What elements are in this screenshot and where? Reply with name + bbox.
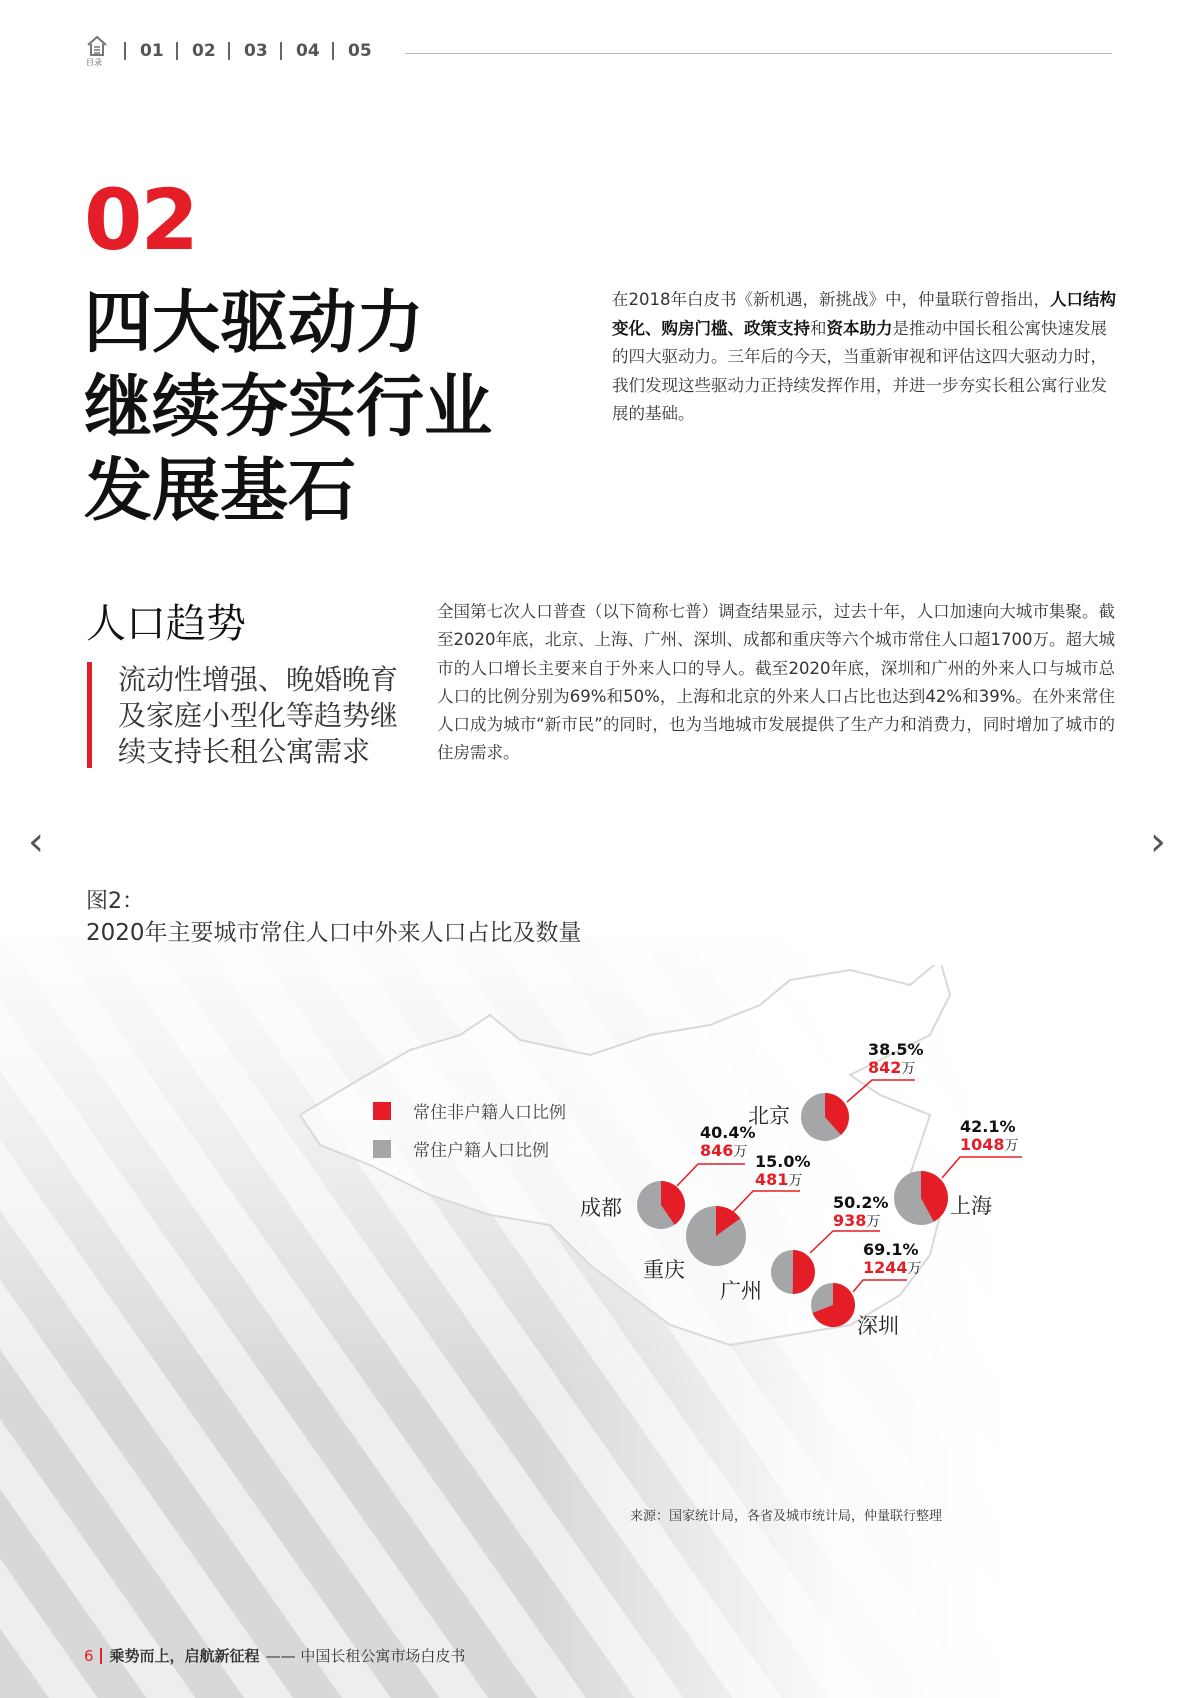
page-number: 6 — [84, 1646, 94, 1665]
count-label: 1244万 — [863, 1258, 922, 1277]
pct-label: 38.5% — [868, 1040, 924, 1059]
leader-line — [677, 1164, 745, 1186]
unit-label: 万 — [901, 1061, 916, 1077]
page-footer — [84, 1645, 465, 1666]
figure-label: 图2： — [86, 889, 144, 914]
intro-text: 和 — [810, 318, 827, 338]
city-name: 广州 — [720, 1279, 762, 1303]
count-label: 842万 — [868, 1058, 916, 1077]
footer-tagline: 乘势而上，启航新征程 — [109, 1647, 260, 1665]
prev-page-arrow-icon[interactable]: ‹ — [28, 819, 44, 865]
legend-label: 常住非户籍人口比例 — [413, 1103, 566, 1123]
pct-label: 69.1% — [863, 1240, 919, 1259]
city-name: 深圳 — [857, 1314, 899, 1338]
pct-label: 42.1% — [960, 1117, 1016, 1136]
pie-slice-non-hukou — [793, 1250, 815, 1294]
title-line: 继续夯实行业 — [84, 368, 493, 447]
leader-line — [733, 1191, 800, 1212]
leader-line — [847, 1080, 915, 1102]
section-number: 02 — [84, 171, 197, 269]
footer-doc-title: —— 中国长租公寓市场白皮书 — [265, 1647, 466, 1665]
nav-chapter-04[interactable]: 04 — [296, 41, 320, 61]
title-line: 发展基石 — [84, 452, 357, 531]
unit-label: 万 — [788, 1173, 803, 1189]
count-label: 938万 — [833, 1211, 881, 1230]
nav-chapter-02[interactable]: 02 — [192, 41, 216, 61]
nav-chapter-05[interactable]: 05 — [348, 41, 372, 61]
city-name: 上海 — [950, 1194, 992, 1218]
figure-title: 2020年主要城市常住人口中外来人口占比及数量 — [86, 920, 582, 946]
footer-divider — [100, 1648, 102, 1664]
source-note: 来源：国家统计局，各省及城市统计局，仲量联行整理 — [630, 1509, 943, 1524]
next-page-arrow-icon[interactable]: › — [1150, 819, 1166, 865]
unit-label: 万 — [733, 1144, 748, 1160]
section-subheading: 流动性增强、晚婚晚育及家庭小型化等趋势继续支持长租公寓需求 — [118, 663, 399, 768]
nav-chapter-03[interactable]: 03 — [244, 41, 268, 61]
unit-label: 万 — [907, 1261, 922, 1277]
unit-label: 万 — [866, 1214, 881, 1230]
intro-bold: 资本助力 — [826, 318, 893, 338]
unit-label: 万 — [1004, 1138, 1019, 1154]
pct-label: 40.4% — [700, 1123, 756, 1142]
pct-label: 50.2% — [833, 1193, 889, 1212]
intro-text: 是推动中国长租公寓快速发展的四大驱动力。三年后的今天，当重新审视和评估这四大驱动力时，我们发现这些驱动力正持续发挥作用，并进一步夯实长租公寓行业发展的基础。 — [612, 318, 1107, 423]
title-line: 四大驱动力 — [84, 284, 425, 363]
leader-line — [942, 1157, 1022, 1178]
count-label: 481万 — [755, 1170, 803, 1189]
section-body: 全国第七次人口普查（以下简称七普）调查结果显示，过去十年，人口加速向大城市集聚。截至2020年底，北京、上海、广州、深圳、成都和重庆等六个城市常住人口超1700万。超大城市的人口增长主要来自于外来人口的导人。截至2020年底，深圳和广州的外来人口与城市总人口的比例分别为69%和50%，上海和北京的外来人口占比也达到42%和39%。在外来常住人口成为城市“新市民”的同时，也为当地城市发展提供了生产力和消费力，同时增加了城市的住房需求。 — [437, 602, 1115, 763]
count-label: 1048万 — [960, 1135, 1019, 1154]
intro-text: 在2018年白皮书《新机遇，新挑战》中，仲量联行曾指出， — [612, 290, 1050, 309]
city-name: 重庆 — [643, 1258, 685, 1282]
section-heading: 人口趋势 — [86, 601, 246, 647]
count-label: 846万 — [700, 1141, 748, 1160]
legend-label: 常住户籍人口比例 — [413, 1141, 549, 1161]
city-name: 成都 — [580, 1196, 622, 1220]
city-name: 北京 — [748, 1104, 790, 1128]
toc-label: 目录 — [86, 58, 102, 67]
pct-label: 15.0% — [755, 1152, 811, 1171]
leader-line — [853, 1280, 907, 1292]
intro-bold: 人口结构变化、购房门槛、政策支持 — [612, 290, 1116, 338]
nav-chapter-01[interactable]: 01 — [140, 41, 164, 61]
